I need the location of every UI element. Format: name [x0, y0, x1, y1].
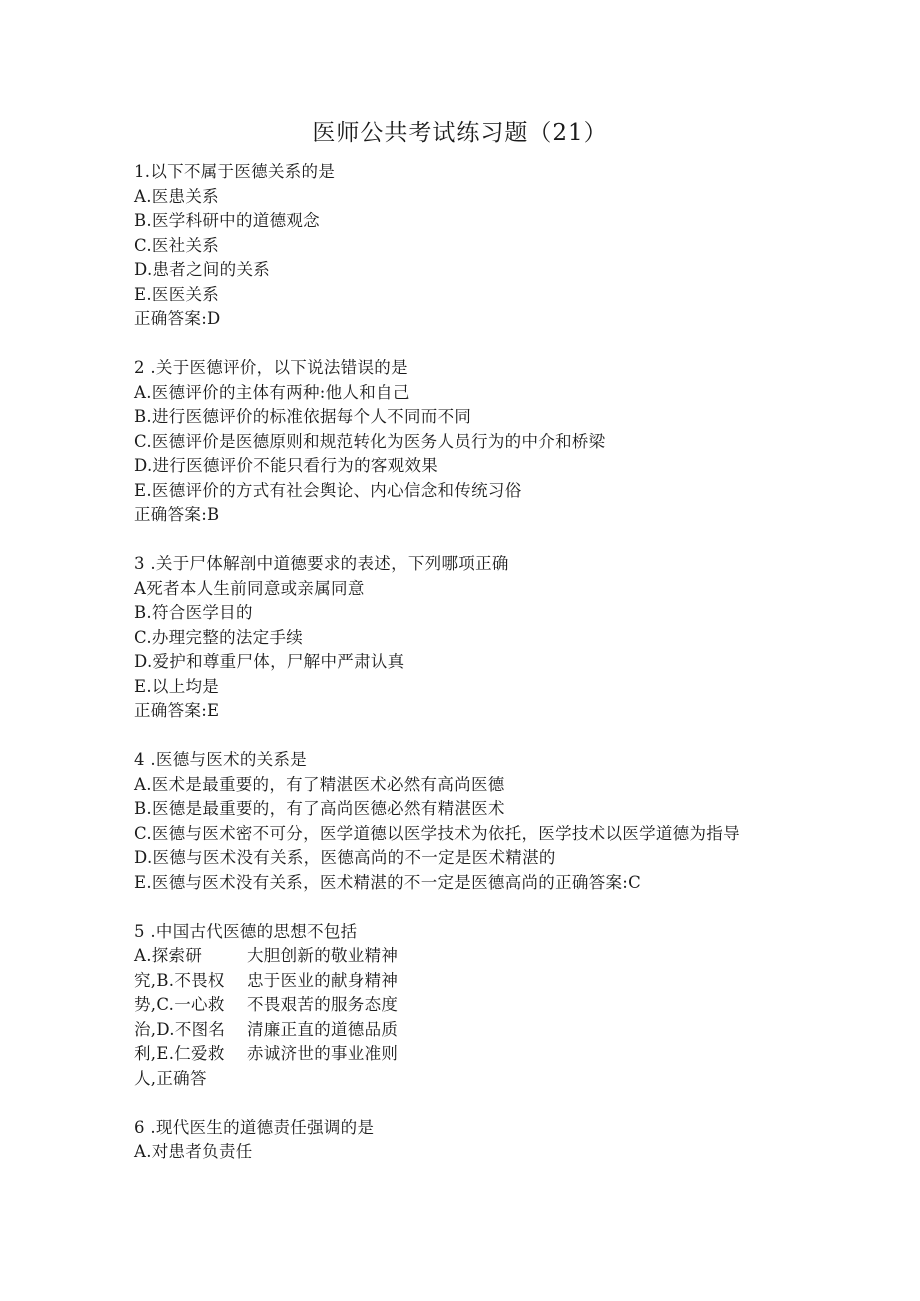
option-label: 治,D.不图名: [134, 1019, 226, 1039]
options-table: [134, 944, 794, 1091]
option-text: 不畏艰苦的服务态度: [247, 995, 399, 1014]
option-d: D.进行医德评价不能只看行为的客观效果: [134, 456, 439, 475]
option-a: A.医德评价的主体有两种:他人和自己: [134, 382, 410, 402]
option-c: C.医德评价是医德原则和规范转化为医务人员行为的中介和桥梁: [134, 431, 606, 451]
answer: 正确答案:D: [134, 309, 221, 328]
option-e-with-answer: E.医德与医术没有关系，医术精湛的不一定是医德高尚的正确答案:C: [134, 872, 642, 892]
page-title: 医师公共考试练习题（21）: [312, 120, 608, 146]
option-labels-column: [134, 944, 247, 1091]
question-2: [134, 356, 794, 528]
question-stem: 4 .医德与医术的关系是: [134, 750, 308, 769]
answer: 正确答案:B: [134, 505, 220, 524]
option-b: B.医德是最重要的，有了高尚医德必然有精湛医术: [134, 799, 505, 818]
option-c: C.办理完整的法定手续: [134, 627, 304, 647]
option-a: A.医术是最重要的，有了精湛医术必然有高尚医德: [134, 774, 505, 794]
option-label: 势,C.一心救: [134, 995, 225, 1014]
option-b: B.医学科研中的道德观念: [134, 211, 320, 230]
question-stem: 5 .中国古代医德的思想不包括: [134, 921, 358, 941]
option-label: 究,B.不畏权: [134, 970, 225, 990]
option-c: C.医德与医术密不可分，医学道德以医学技术为依托，医学技术以医学道德为指导: [134, 823, 740, 843]
option-a: A.对患者负责任: [134, 1142, 253, 1161]
option-e: E.以上均是: [134, 676, 220, 696]
option-b: B.进行医德评价的标准依据每个人不同而不同: [134, 407, 472, 426]
option-text-column: [247, 944, 547, 1091]
question-5: [134, 920, 794, 1092]
option-e: E.医德评价的方式有社会舆论、内心信念和传统习俗: [134, 480, 522, 500]
question-stem: 6 .现代医生的道德责任强调的是: [134, 1117, 375, 1137]
question-3: [134, 552, 794, 724]
question-stem: 1.以下不属于医德关系的是: [134, 162, 336, 181]
option-d: D.患者之间的关系: [134, 260, 271, 279]
option-text: 忠于医业的献身精神: [247, 970, 399, 990]
option-c: C.医社关系: [134, 235, 220, 255]
option-d: D.医德与医术没有关系，医德高尚的不一定是医术精湛的: [134, 848, 556, 867]
option-a: A死者本人生前同意或亲属同意: [134, 578, 365, 598]
option-e: E.医医关系: [134, 284, 220, 304]
option-d: D.爱护和尊重尸体，尸解中严肃认真: [134, 652, 405, 671]
question-4: [134, 748, 794, 895]
question-6: [134, 1116, 794, 1165]
option-text: 赤诚济世的事业准则: [247, 1044, 399, 1063]
option-text: 清廉正直的道德品质: [247, 1019, 399, 1039]
option-text: 大胆创新的敬业精神: [247, 946, 399, 965]
option-label: 利,E.仁爱救: [134, 1044, 225, 1063]
option-label: 人,正确答: [134, 1068, 207, 1088]
option-label: A.探索研: [134, 946, 203, 965]
answer: 正确答案:E: [134, 701, 220, 720]
question-1: [134, 160, 794, 332]
question-stem: 2 .关于医德评价，以下说法错误的是: [134, 358, 408, 377]
question-stem: 3 .关于尸体解剖中道德要求的表述，下列哪项正确: [134, 554, 509, 573]
option-b: B.符合医学目的: [134, 603, 253, 622]
question-list: [134, 160, 794, 1165]
option-a: A.医患关系: [134, 186, 219, 206]
